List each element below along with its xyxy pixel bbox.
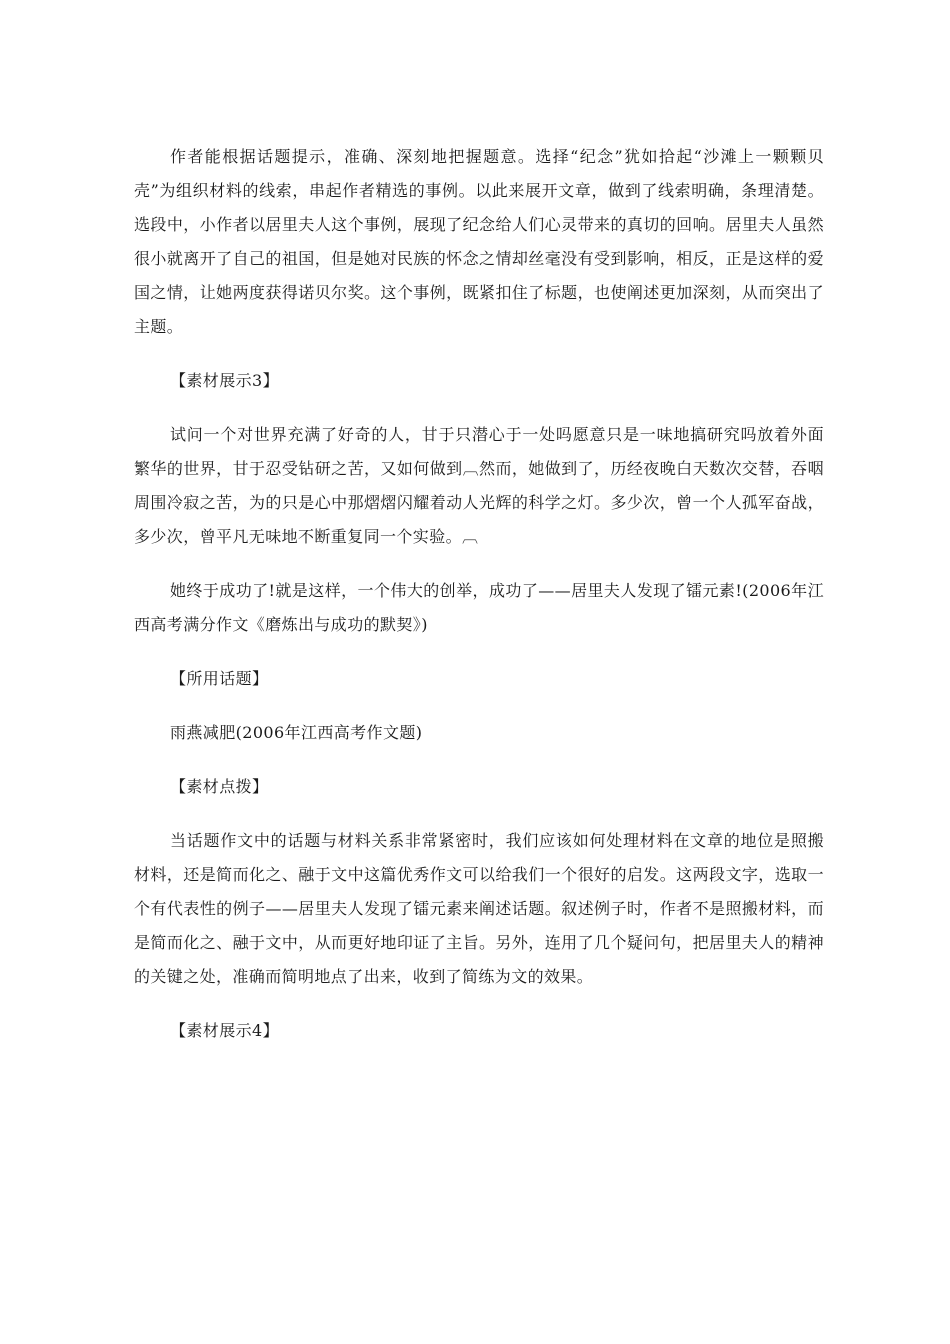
section-heading-material-4: 【素材展示4】 xyxy=(170,1021,279,1040)
section-heading-material-3: 【素材展示3】 xyxy=(170,371,279,390)
excerpt-conclusion-paragraph: 她终于成功了!就是这样，一个伟大的创举，成功了——居里夫人发现了镭元素!(2006年江西高考满分作文《磨炼出与成功的默契》) xyxy=(134,581,824,634)
analysis-paragraph: 作者能根据话题提示，准确、深刻地把握题意。选择“纪念”犹如拾起“沙滩上一颗颗贝壳”为组织材料的线索，串起作者精选的事例。以此来展开文章，做到了线索明确，条理清楚。选段中，小作者以居里夫人这个事例，展现了纪念给人们心灵带来的真切的回响。居里夫人虽然很小就离开了自己的祖国，但是她对民族的怀念之情却丝毫没有受到影响，相反，正是这样的爱国之情，让她两度获得诺贝尔奖。这个事例，既紧扣住了标题，也使阐述更加深刻，从而突出了主题。 xyxy=(134,147,824,336)
section-heading-topic: 【所用话题】 xyxy=(170,669,269,688)
tips-paragraph: 当话题作文中的话题与材料关系非常紧密时，我们应该如何处理材料在文章的地位是照搬材料，还是简而化之、融于文中这篇优秀作文可以给我们一个很好的启发。这两段文字，选取一个有代表性的例子——居里夫人发现了镭元素来阐述话题。叙述例子时，作者不是照搬材料，而是简而化之、融于文中，从而更好地印证了主旨。另外，连用了几个疑问句，把居里夫人的精神的关键之处，准确而简明地点了出来，收到了简练为文的效果。 xyxy=(134,831,824,986)
document-page xyxy=(134,140,824,1048)
topic-text: 雨燕减肥(2006年江西高考作文题) xyxy=(170,723,423,742)
excerpt-paragraph: 试问一个对世界充满了好奇的人，甘于只潜心于一处吗愿意只是一味地搞研究吗放着外面繁华的世界，甘于忍受钻研之苦，又如何做到︹然而，她做到了，历经夜晚白天数次交替，吞咽周围冷寂之苦，为的只是心中那熠熠闪耀着动人光辉的科学之灯。多少次，曾一个人孤军奋战，多少次，曾平凡无味地不断重复同一个实验。︹ xyxy=(134,425,824,546)
section-heading-tips: 【素材点拨】 xyxy=(170,777,269,796)
